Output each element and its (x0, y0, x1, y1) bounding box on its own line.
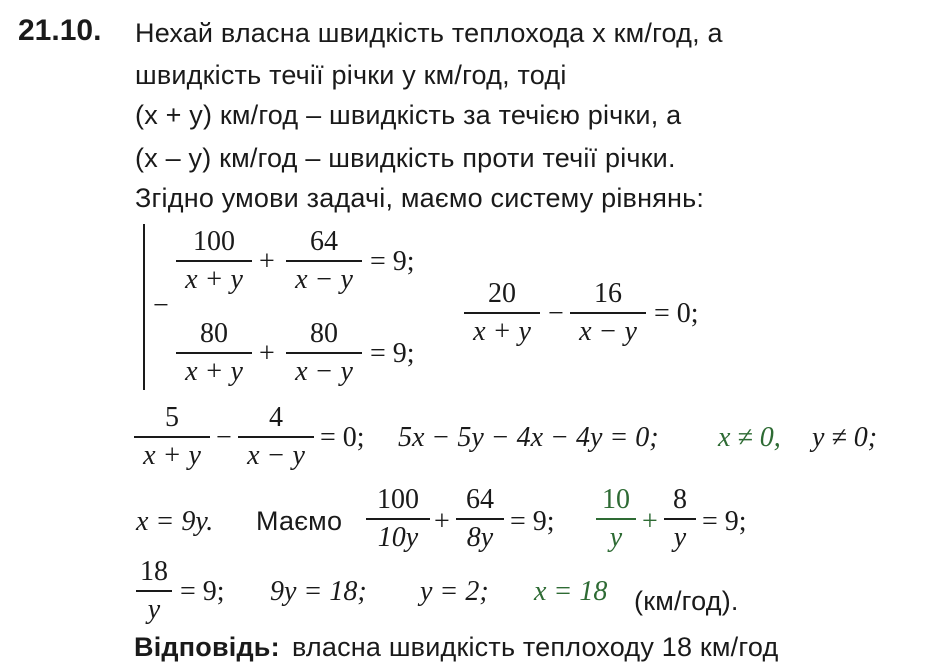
unit: (км/год). (634, 586, 739, 616)
rhs: = 9; (180, 576, 225, 607)
fraction: 80 x + y (176, 318, 252, 388)
equation: y = 2; (420, 576, 489, 607)
equation: x = 9y. (136, 506, 214, 537)
fraction: 100 x + y (176, 226, 252, 296)
fraction: 5 x + y (134, 402, 210, 472)
rhs: = 9; (702, 506, 747, 537)
rhs: = 9; (510, 506, 555, 537)
operator: + (259, 246, 275, 277)
system-minus: − (153, 290, 169, 321)
equation: 9y = 18; (270, 576, 367, 607)
rhs: = 0; (320, 422, 365, 453)
rhs: = 9; (370, 338, 415, 369)
equation: 5x − 5y − 4x − 4y = 0; (398, 422, 659, 453)
fraction: 10 y (596, 484, 636, 554)
operator: + (434, 506, 450, 537)
fraction: 20 x + y (464, 278, 540, 348)
operator: − (216, 422, 232, 453)
text-line-5: Згідно умови задачі, маємо систему рівнянь: (135, 183, 705, 213)
text-word: Маємо (256, 506, 343, 536)
answer-label: Відповідь: (134, 632, 280, 662)
fraction: 64 x − y (286, 226, 362, 296)
fraction: 18 y (136, 556, 172, 626)
equation: x = 18 (534, 576, 608, 607)
fraction: 64 8y (456, 484, 504, 554)
fraction: 100 10y (366, 484, 430, 554)
fraction: 16 x − y (570, 278, 646, 348)
answer-text: власна швидкість теплоходу 18 км/год (292, 632, 779, 662)
fraction: 8 y (664, 484, 696, 554)
operator: + (642, 506, 658, 537)
operator: − (548, 298, 564, 329)
operator: + (259, 338, 275, 369)
condition: x ≠ 0, (718, 422, 781, 453)
problem-number: 21.10. (18, 14, 102, 47)
text-line-3: (x + y) км/год – швидкість за течією річки, а (135, 100, 682, 130)
rhs: = 9; (370, 246, 415, 277)
condition: y ≠ 0; (812, 422, 878, 453)
fraction: 4 x − y (238, 402, 314, 472)
rhs: = 0; (654, 298, 699, 329)
text-line-2: швидкість течії річки y км/год, тоді (135, 60, 567, 90)
text-line-4: (x – y) км/год – швидкість проти течії річки. (135, 143, 676, 173)
fraction: 80 x − y (286, 318, 362, 388)
text-line-1: Нехай власна швидкість теплохода x км/год, а (135, 18, 723, 48)
